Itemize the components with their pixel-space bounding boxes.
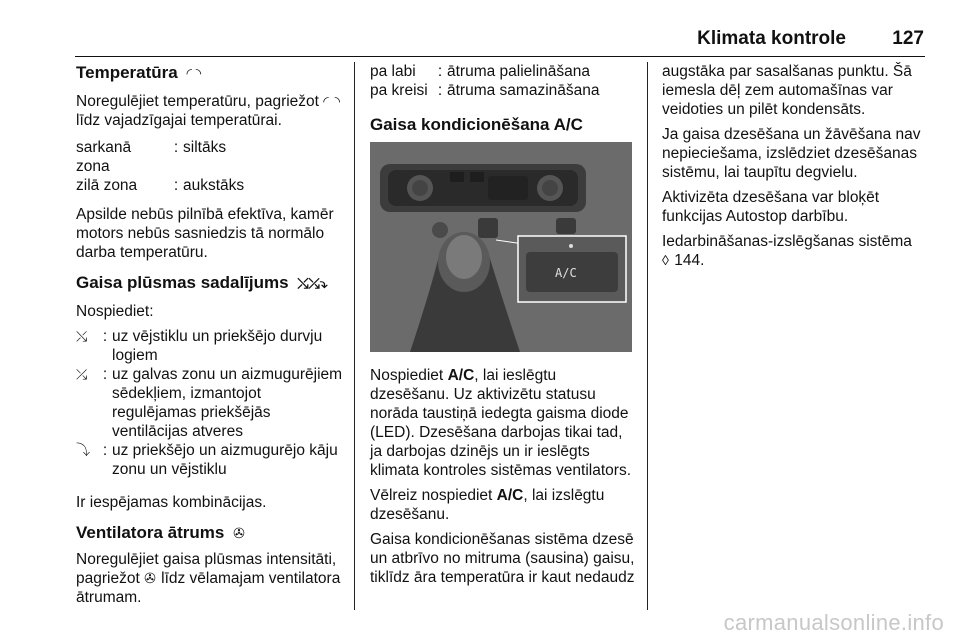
column-divider-2 xyxy=(647,62,648,610)
fuel-saving-note: Ja gaisa dzesēšana un žāvēšana nav nepieciešama, izslēdziet dzesēšanas sistēmu, lai taupītu degvielu. xyxy=(662,126,921,181)
ac-instruction: Nospiediet A/C, lai ieslēgtu dzesēšanu. Uz aktivizētu statusu norāda taustiņā iedegta gaisma diode (LED). Dzesēšana darbojas tikai tad, ja darbojas dzinējs un ir ieslēgts klimata kontroles sistēmas ventilators. xyxy=(370,367,632,479)
air-distribution-heading: Gaisa plūsmas sadalījums ⤯⤰⤵ xyxy=(76,273,328,292)
air-item: ⤰ : uz galvas zonu un aizmugurējiem sēdekļiem, izmantojot regulējamas priekšējās ventilācijas atveres xyxy=(76,366,343,440)
watermark: carmanualsonline.info xyxy=(723,610,944,635)
column-3 xyxy=(662,62,930,270)
temperature-heading: Temperatūra ◜ ◝ xyxy=(76,63,202,82)
heating-note: Apsilde nebūs pilnībā efektīva, kamēr motors nebūs sasniedzis tā normālo darba temperatūru. xyxy=(76,206,334,261)
page-reference-icon: ◊ xyxy=(662,252,670,268)
temperature-knob-icon: ◜ ◝ xyxy=(186,65,202,81)
speed-row: pa labi : ātruma palielināšana xyxy=(370,63,591,80)
combinations-note: Ir iespējamas kombinācijas. xyxy=(76,494,267,511)
console-illustration xyxy=(370,142,632,352)
fan-icon: ✇ xyxy=(144,570,157,586)
page-title: Klimata kontrole xyxy=(697,28,846,49)
windscreen-airflow-icon: ⤯ xyxy=(76,328,89,344)
temperature-instruction: Noregulējiet temperatūru, pagriežot ◜ ◝ līdz vajadzīgajai temperatūrai. xyxy=(76,93,342,129)
header-rule xyxy=(75,56,925,57)
column-1 xyxy=(76,62,346,607)
air-item: ⤯ : uz vējstiklu un priekšējo durvju logiem xyxy=(76,328,323,364)
autostop-note: Aktivizēta dzesēšana var bloķēt funkcijas Autostop darbību. xyxy=(662,189,880,225)
zone-row: sarkanā zona : siltāks xyxy=(76,139,227,175)
page-number: 127 xyxy=(892,28,924,49)
ac-heading: Gaisa kondicionēšana A/C xyxy=(370,115,583,134)
fan-instruction: Noregulējiet gaisa plūsmas intensitāti, pagriežot ✇ līdz vēlamajam ventilatora ātrumam. xyxy=(76,551,341,606)
fan-speed-heading: Ventilatora ātrums ✇ xyxy=(76,523,245,542)
speed-row: pa kreisi : ātruma samazināšana xyxy=(370,82,600,99)
footwell-airflow-icon: ⤵ xyxy=(76,442,91,458)
ac-off-instruction: Vēlreiz nospiediet A/C, lai izslēgtu dzesēšanu. xyxy=(370,487,605,523)
start-stop-reference: Iedarbināšanas-izslēgšanas sistēma ◊ 144. xyxy=(662,233,912,269)
ac-button-ref: A/C xyxy=(496,487,524,504)
ac-photo-label: A/C xyxy=(555,266,577,280)
column-divider-1 xyxy=(354,62,355,610)
temperature-knob-icon: ◜ ◝ xyxy=(323,93,342,109)
zone-row: zilā zona : aukstāks xyxy=(76,177,245,194)
press-label: Nospiediet: xyxy=(76,303,154,320)
ac-button-ref: A/C xyxy=(447,367,475,384)
page-header xyxy=(0,22,960,62)
head-airflow-icon: ⤰ xyxy=(76,366,89,382)
condensation-note: augstāka par sasalšanas punktu. Šā iemesla dēļ zem automašīnas var veidoties un pilēt kondensāts. xyxy=(662,63,912,118)
ac-button-photo xyxy=(370,142,632,352)
column-2 xyxy=(370,62,636,587)
fan-icon: ✇ xyxy=(233,525,245,541)
air-distribution-icons: ⤯⤰⤵ xyxy=(297,275,328,291)
air-item: ⤵ : uz priekšējo un aizmugurējo kāju zonu un vējstiklu xyxy=(76,442,338,478)
ac-description: Gaisa kondicionēšanas sistēma dzesē un atbrīvo no mitruma (sausina) gaisu, tiklīdz āra temperatūra ir kaut nedaudz xyxy=(370,531,635,586)
